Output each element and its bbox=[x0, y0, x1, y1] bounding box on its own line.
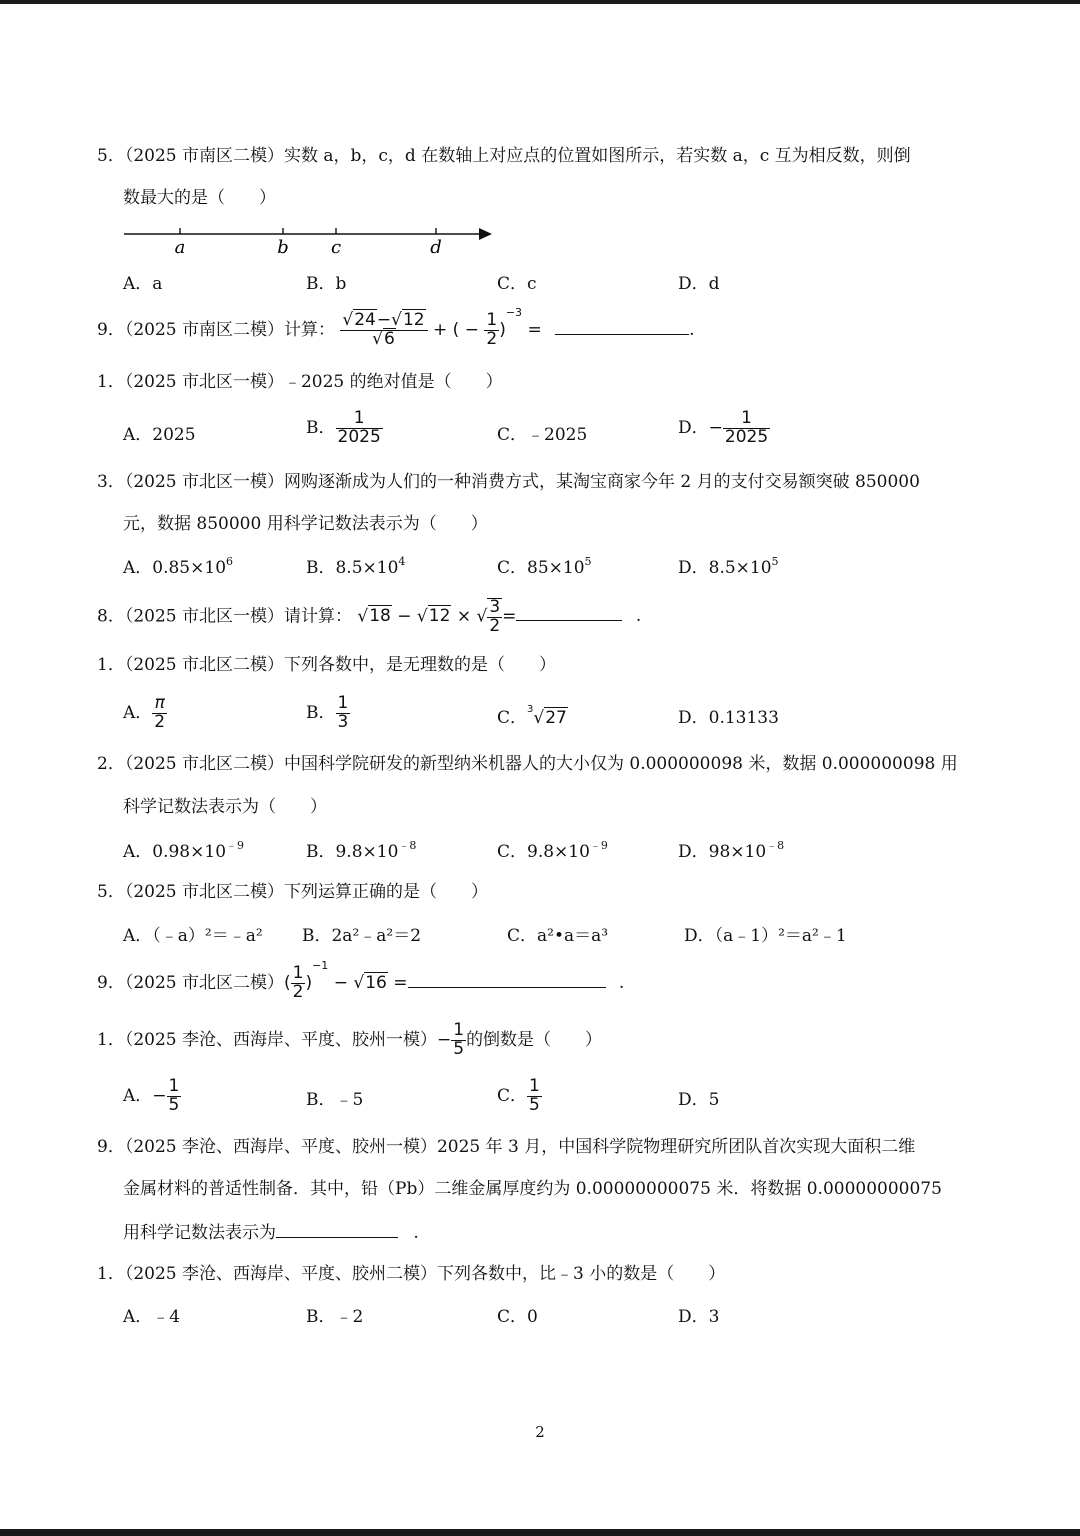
q3-option-c: C．﹣2025 bbox=[497, 425, 588, 445]
q5-prefix: 8．（2025 市北区一模）请计算： bbox=[97, 606, 352, 627]
q2-minus: − bbox=[376, 310, 392, 330]
label-d: d bbox=[430, 237, 442, 258]
q4-line1: 3．（2025 市北区一模）网购逐渐成为人们的一种消费方式，某淘宝商家今年 2 月的支付交易额突破 850000 bbox=[97, 472, 920, 492]
q7-option-d: D．$98\times 10^{﹣8}$ bbox=[678, 839, 785, 862]
q2-rad-b: 12 bbox=[402, 310, 425, 330]
q4-option-a: A．$0.85\times 10^6$ bbox=[123, 555, 234, 578]
q1-option-b: B．b bbox=[306, 274, 347, 294]
q12-stem: 1．（2025 李沧、西海岸、平度、胶州二模）下列各数中，比﹣3 小的数是（ ） bbox=[97, 1264, 726, 1284]
q3-option-d: D．− $\frac{1}{2025}$ bbox=[678, 408, 769, 447]
q7-option-a: A．$0.98\times 10^{﹣9}$ bbox=[123, 839, 245, 862]
q6-option-b: B． $\frac{1}{3}$ bbox=[306, 693, 349, 732]
q10-option-c: C． $\frac{1}{5}$ bbox=[497, 1076, 540, 1115]
q2-rad-a: 24 bbox=[354, 310, 376, 330]
page-number: 2 bbox=[535, 1423, 545, 1441]
q5-answer-blank[interactable] bbox=[516, 604, 622, 621]
q7-option-c: C．$9.8\times 10^{﹣9}$ bbox=[497, 839, 608, 862]
q7-line2: 科学记数法表示为（ ） bbox=[123, 797, 327, 817]
bottom-edge bbox=[0, 1529, 1080, 1536]
q8-stem: 5．（2025 市北区二模）下列运算正确的是（ ） bbox=[97, 882, 488, 902]
q2-eq: = bbox=[527, 319, 542, 340]
q6-stem: 1．（2025 市北区二模）下列各数中，是无理数的是（ ） bbox=[97, 655, 556, 675]
number-line-figure bbox=[120, 222, 500, 262]
q2-answer-blank[interactable] bbox=[555, 318, 689, 335]
q2-line: 9．（2025 市南区二模）计算： $\frac{√24-√12}{√6}$ + ( − $\frac{1}{2}$ )$^{-3}$ = . bbox=[97, 306, 695, 349]
q10-option-d: D．5 bbox=[678, 1090, 720, 1110]
q1-line2: 数最大的是（ ） bbox=[123, 188, 276, 208]
q3-stem: 1．（2025 市北区一模）﹣2025 的绝对值是（ ） bbox=[97, 372, 503, 392]
label-a: a bbox=[174, 237, 186, 258]
q2-half: $\frac{1}{2}$ bbox=[486, 310, 498, 349]
q11-line1: 9．（2025 李沧、西海岸、平度、胶州一模）2025 年 3 月，中国科学院物理研究所团队首次实现大面积二维 bbox=[97, 1137, 916, 1157]
q3-option-b: B． $\frac{1}{2025}$ bbox=[306, 408, 381, 447]
q7-option-b: B．$9.8\times 10^{﹣8}$ bbox=[306, 839, 417, 862]
q6-option-c: C．$^3$√27 bbox=[497, 704, 567, 728]
q10-stem: 1．（2025 李沧、西海岸、平度、胶州一模）− $\frac{1}{5}$ 的倒数是（ ） bbox=[97, 1020, 603, 1059]
q6-option-d: D．0.13133 bbox=[678, 708, 779, 728]
q8-option-b: B．2a²﹣a²＝2 bbox=[302, 926, 422, 946]
q4-line2: 元，数据 850000 用科学记数法表示为（ ） bbox=[123, 514, 488, 534]
q11-answer-blank[interactable] bbox=[276, 1221, 398, 1238]
top-edge bbox=[0, 0, 1080, 4]
q9-half: $\frac{1}{2}$ bbox=[292, 963, 304, 1002]
q9-prefix: 9．（2025 市北区二模） bbox=[97, 972, 284, 993]
q1-option-c: C．c bbox=[497, 274, 537, 294]
q3-option-a: A．2025 bbox=[123, 425, 196, 445]
q10-option-a: A．− $\frac{1}{5}$ bbox=[123, 1076, 180, 1115]
q7-line1: 2．（2025 市北区二模）中国科学院研发的新型纳米机器人的大小仅为 0.000000098 米，数据 0.000000098 用 bbox=[97, 754, 958, 774]
q5-rad-12: 12 bbox=[428, 606, 451, 627]
q8-option-c: C．a²•a＝a³ bbox=[507, 926, 609, 946]
q11-line3: 用科学记数法表示为 . bbox=[123, 1223, 419, 1243]
q2-prefix: 9．（2025 市南区二模）计算： bbox=[97, 319, 335, 340]
q12-option-b: B．﹣2 bbox=[306, 1307, 364, 1327]
q2-plus: + ( − bbox=[433, 319, 479, 340]
q1-line1: 5．（2025 市南区二模）实数 a，b，c，d 在数轴上对应点的位置如图所示，若实数 a，c 互为相反数，则倒 bbox=[97, 146, 911, 166]
q1-option-a: A．a bbox=[123, 274, 163, 294]
q2-rad-den: 6 bbox=[384, 328, 395, 349]
arrow-head-icon bbox=[479, 228, 492, 240]
q4-option-d: D．$8.5\times 10^5$ bbox=[678, 555, 779, 578]
q1-option-d: D．d bbox=[678, 274, 720, 294]
q2-radical-fraction: $\frac{√24-√12}{√6}$ bbox=[340, 312, 427, 349]
q9-line: 9．（2025 市北区二模）( $\frac{1}{2}$ )$^{-1}$ − √16 = . bbox=[97, 959, 625, 1002]
label-b: b bbox=[277, 237, 289, 258]
q10-option-b: B．﹣5 bbox=[306, 1090, 364, 1110]
q4-option-b: B．$8.5\times 10^4$ bbox=[306, 555, 406, 578]
q9-rad-16: 16 bbox=[365, 972, 387, 993]
q8-option-a: A．（﹣a）²＝﹣a² bbox=[123, 926, 263, 946]
q4-option-c: C．$85\times 10^5$ bbox=[497, 555, 592, 578]
label-c: c bbox=[330, 237, 342, 258]
q12-option-d: D．3 bbox=[678, 1307, 720, 1327]
q2-end: . bbox=[689, 319, 695, 340]
q11-line2: 金属材料的普适性制备．其中，铅（Pb）二维金属厚度约为 0.00000000075 米．将数据 0.00000000075 bbox=[123, 1179, 942, 1199]
q8-option-d: D．（a﹣1）²＝a²﹣1 bbox=[684, 926, 847, 946]
q5-line: 8．（2025 市北区一模）请计算： √18 − √12 × √ $\frac{3}{2}$ = . bbox=[97, 597, 642, 636]
q2-exp: −3 bbox=[505, 306, 523, 319]
q6-option-a: A． $\frac{\pi}{2}$ bbox=[123, 693, 166, 732]
q12-option-c: C．0 bbox=[497, 1307, 538, 1327]
q5-rad-18: 18 bbox=[369, 606, 391, 627]
q9-answer-blank[interactable] bbox=[408, 971, 606, 988]
q5-rad-fraction: $\frac{3}{2}$ bbox=[489, 597, 501, 636]
q12-option-a: A．﹣4 bbox=[123, 1307, 181, 1327]
